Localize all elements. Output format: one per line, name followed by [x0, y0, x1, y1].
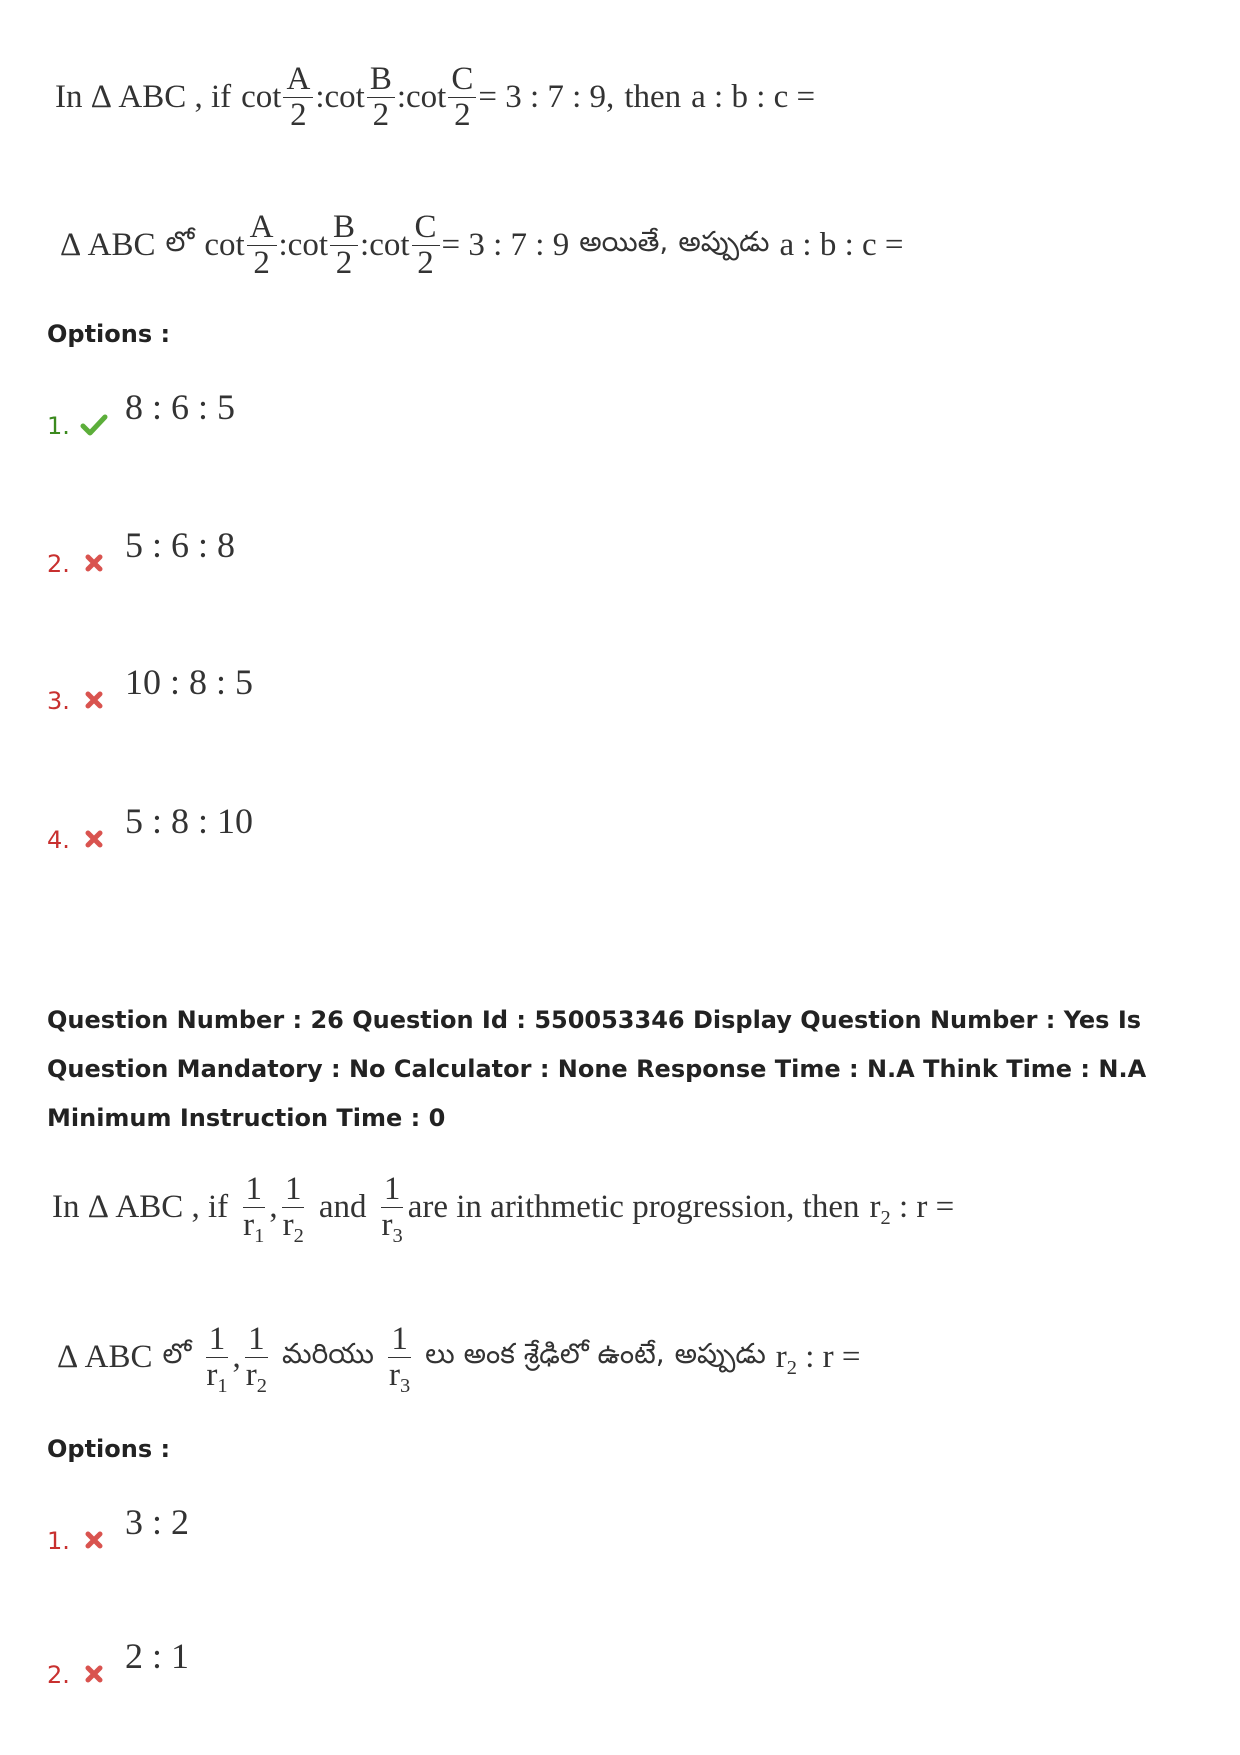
q25-option-2[interactable] — [47, 525, 236, 578]
fraction-b-over-2: $\frac{B}{2}$ — [367, 62, 395, 132]
cot-text: cot — [406, 78, 447, 115]
q26-meta: Question Number : 26 Question Id : 550053346 Display Question Number : Yes Is Question Mandatory : No Calculator : None Response Time : N.A Think Time : N.A Minimum Instruction Time : 0 — [47, 1006, 1147, 1132]
fraction-1-over-r2: $\frac{1}{r_2}$ — [282, 1171, 304, 1247]
q25-options-label: Options : — [47, 320, 171, 348]
q25-option-3[interactable] — [47, 662, 254, 715]
q26-options-label: Options : — [47, 1435, 171, 1463]
q25-te-result: a : b : c = — [779, 226, 904, 263]
cot-text: cot — [204, 226, 245, 263]
fraction-1-over-r3: $\frac{1}{r_3}$ — [381, 1171, 403, 1247]
fraction-c-over-2: $\frac{C}{2}$ — [412, 210, 440, 280]
q25-te-appudu: అప్పుడు — [678, 225, 770, 259]
cot-text: cot — [369, 226, 410, 263]
q26-question-te: Δ ABC లో $\frac{1}{r_1}$ , $\frac{1}{r_2}$ మరియు $\frac{1}{r_3}$ లు అంక శ్రేఢిలో ఉంటే, అప్పుడు $r_2$ : r = — [57, 1321, 861, 1397]
q25-en-rhs: = 3 : 7 : 9, — [478, 78, 615, 115]
q25-question-en: In Δ ABC , if cot $\frac{A}{2}$ : cot $\frac{B}{2}$ : cot $\frac{C}{2}$ = 3 : 7 : 9, then a : b : c = — [55, 61, 816, 133]
q25-en-result: a : b : c = — [691, 78, 816, 115]
q26-te-phrase: లు అంక శ్రేఢిలో ఉంటే, — [425, 1337, 665, 1371]
option-number: 4. — [47, 826, 70, 854]
check-icon — [79, 410, 109, 440]
option-value: 2 : 1 — [125, 1636, 190, 1676]
option-number: 3. — [47, 687, 70, 715]
q25-option-4[interactable] — [47, 801, 254, 854]
q26-option-1[interactable] — [47, 1502, 190, 1555]
cot-text: cot — [241, 78, 282, 115]
cross-icon — [79, 1525, 109, 1555]
q26-en-are: are in arithmetic progression, then — [407, 1188, 860, 1225]
option-value: 10 : 8 : 5 — [125, 662, 254, 702]
option-value: 5 : 8 : 10 — [125, 801, 254, 841]
q26-te-lo: లో — [162, 1337, 192, 1371]
cross-icon — [79, 548, 109, 578]
option-number: 1. — [47, 1527, 70, 1555]
q26-en-prefix: In Δ ABC , if — [52, 1188, 229, 1225]
q25-en-prefix: In Δ ABC , if — [55, 78, 232, 115]
cross-icon — [79, 1659, 109, 1689]
cross-icon — [79, 685, 109, 715]
cot-text: cot — [324, 78, 365, 115]
fraction-a-over-2: $\frac{A}{2}$ — [283, 62, 313, 132]
option-value: 8 : 6 : 5 — [125, 387, 236, 427]
q26-te-prefix: Δ ABC — [57, 1338, 153, 1375]
cot-text: cot — [287, 226, 328, 263]
q25-te-lo: లో — [165, 225, 195, 259]
q25-te-prefix: Δ ABC — [60, 226, 156, 263]
q26-en-and: and — [318, 1188, 367, 1225]
q25-te-rhs: = 3 : 7 : 9 — [441, 226, 570, 263]
q26-te-result: $r_2$ : r = — [775, 1338, 861, 1379]
q26-option-2[interactable] — [47, 1636, 190, 1689]
option-number: 2. — [47, 1661, 70, 1689]
q26-te-mariyu: మరియు — [282, 1337, 374, 1371]
fraction-1-over-r1: $\frac{1}{r_1}$ — [206, 1321, 228, 1397]
q25-te-ayite: అయితే, — [579, 225, 669, 259]
option-number: 2. — [47, 550, 70, 578]
fraction-a-over-2: $\frac{A}{2}$ — [247, 210, 277, 280]
fraction-c-over-2: $\frac{C}{2}$ — [448, 62, 476, 132]
q25-question-te: Δ ABC లో cot $\frac{A}{2}$ : cot $\frac{B}{2}$ : cot $\frac{C}{2}$ = 3 : 7 : 9 అయితే, అప్పుడు a : b : c = — [60, 209, 904, 281]
fraction-1-over-r1: $\frac{1}{r_1}$ — [243, 1171, 265, 1247]
option-value: 5 : 6 : 8 — [125, 525, 236, 565]
q25-en-then: then — [624, 78, 682, 115]
q25-option-1[interactable] — [47, 387, 236, 440]
cross-icon — [79, 824, 109, 854]
q26-question-en: In Δ ABC , if $\frac{1}{r_1}$ , $\frac{1}{r_2}$ and $\frac{1}{r_3}$ are in arithmetic progression, then $r_2$ : r = — [52, 1171, 955, 1247]
option-number: 1. — [47, 412, 70, 440]
q26-te-appudu: అప్పుడు — [674, 1337, 766, 1371]
fraction-1-over-r2: $\frac{1}{r_2}$ — [245, 1321, 268, 1397]
option-value: 3 : 2 — [125, 1502, 190, 1542]
fraction-1-over-r3: $\frac{1}{r_3}$ — [388, 1321, 411, 1397]
fraction-b-over-2: $\frac{B}{2}$ — [330, 210, 358, 280]
q26-en-result: $r_2$ : r = — [869, 1188, 955, 1229]
